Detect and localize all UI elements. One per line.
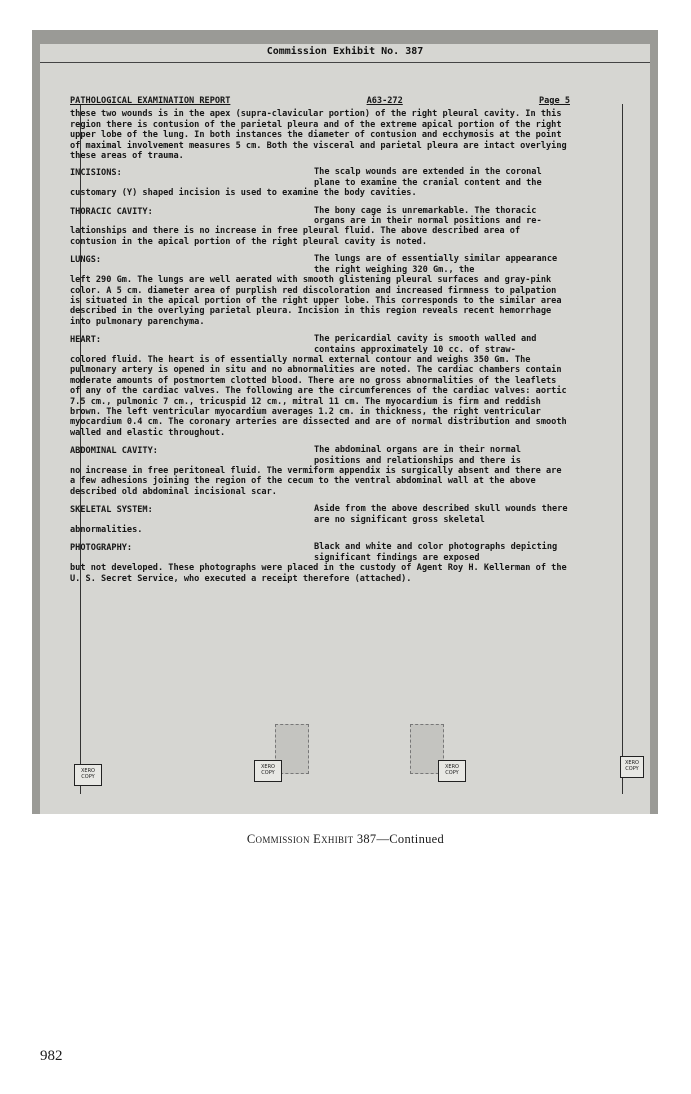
- section-body: abnormalities.: [70, 525, 143, 536]
- section-lead: The scalp wounds are extended in the coronal plane to examine the cranial content and the: [314, 167, 542, 188]
- section-body: no increase in free peritoneal fluid. The vermiform appendix is surgically absent and there are a few adhesions joining the region of the cecum to the ventral abdominal wall at the above described old abdominal incisional scar.: [70, 466, 562, 497]
- section-lead: The pericardial cavity is smooth walled and contains approximately 10 cc. of straw-: [314, 334, 537, 355]
- report-header: [70, 96, 570, 106]
- section-heading: HEART:: [70, 335, 102, 346]
- page-label: Page 5: [538, 96, 570, 106]
- section-heading: INCISIONS:: [70, 168, 122, 179]
- section-heading: PHOTOGRAPHY:: [70, 543, 133, 554]
- xero-copy-stamp: XERO COPY: [438, 760, 466, 782]
- xero-copy-stamp: XERO COPY: [74, 764, 102, 786]
- autopsy-report-text: [70, 96, 570, 591]
- top-rule: [40, 62, 650, 63]
- section-heading: ABDOMINAL CAVITY:: [70, 446, 158, 457]
- section-lead: Aside from the above described skull wounds there are no significant gross skeletal: [314, 504, 568, 525]
- caption-label: Commission Exhibit 387: [246, 832, 377, 846]
- xero-copy-stamp: XERO COPY: [254, 760, 282, 782]
- section-body: left 290 Gm. The lungs are well aerated with smooth glistening pleural surfaces and gray-pink color. A 5 cm. diameter area of purplish red discoloration and increased firmness to palpation is situated in the apical portion of the right upper lobe. This corresponds to the similar area described in the overlying parietal pleura. Incision in this region reveals recent hemorrhage into pulmonary parenchyma.: [70, 275, 562, 327]
- figure-caption: [0, 832, 691, 847]
- section-body: lationships and there is no increase in free pleural fluid. The above described area of contusion in the apical portion of the right pleural cavity is noted.: [70, 226, 521, 247]
- xero-copy-stamp: XERO COPY: [620, 756, 644, 778]
- right-margin-line: [622, 104, 623, 794]
- section-lead: The abdominal organs are in their normal positions and relationships and there is: [314, 445, 521, 466]
- section-photography: [70, 542, 570, 584]
- page-number: 982: [40, 1048, 63, 1064]
- section-incisions: [70, 167, 570, 198]
- case-number: A63-272: [366, 96, 403, 106]
- section-abdominal-cavity: [70, 445, 570, 497]
- section-heading: THORACIC CAVITY:: [70, 206, 153, 217]
- section-thoracic-cavity: [70, 206, 570, 248]
- section-lead: The lungs are of essentially similar appearance the right weighing 320 Gm., the: [314, 254, 558, 275]
- section-lead: Black and white and color photographs depicting significant findings are exposed: [314, 542, 558, 563]
- section-heart: [70, 334, 570, 438]
- section-body: but not developed. These photographs were placed in the custody of Agent Roy H. Kellerman of the U. S. Secret Service, who executed a receipt therefore (attached).: [70, 563, 567, 584]
- intro-paragraph: these two wounds is in the apex (supra-clavicular portion) of the right pleural cavity. In this region there is contusion of the parietal pleura and of the extreme apical portion of the right upper lobe of the lung. In both instances the diameter of contusion and ecchymosis at the point of maximal involvement measures 5 cm. Both the visceral and parietal pleura are intact overlying these areas of trauma.: [70, 109, 567, 162]
- section-skeletal-system: [70, 504, 570, 535]
- report-title: PATHOLOGICAL EXAMINATION REPORT: [70, 96, 231, 106]
- section-body: colored fluid. The heart is of essentially normal external contour and weighs 350 Gm. The pulmonary artery is opened in situ and no abnormalities are noted. The cardiac chambers contain moderate amounts of postmortem clotted blood. There are no gross abnormalities of the leaflets of any of the cardiac valves. The following are the circumferences of the cardiac valves: aortic 7.5 cm., pulmonic 7 cm., tricuspid 12 cm., mitral 11 cm. The myocardium is firm and reddish brown. The left ventricular myocardium averages 1.2 cm. in thickness, the right ventricular myocardium 0.4 cm. The coronary arteries are dissected and are of normal distribution and smooth walled and elastic throughout.: [70, 354, 567, 438]
- caption-suffix: —Continued: [376, 832, 445, 846]
- section-heading: LUNGS:: [70, 255, 102, 266]
- section-lead: The bony cage is unremarkable. The thoracic organs are in their normal positions and re-: [314, 205, 542, 227]
- section-body: customary (Y) shaped incision is used to examine the body cavities.: [70, 188, 417, 199]
- exhibit-label: Commission Exhibit No. 387: [266, 46, 424, 57]
- section-lungs: [70, 254, 570, 327]
- section-heading: SKELETAL SYSTEM:: [70, 505, 153, 516]
